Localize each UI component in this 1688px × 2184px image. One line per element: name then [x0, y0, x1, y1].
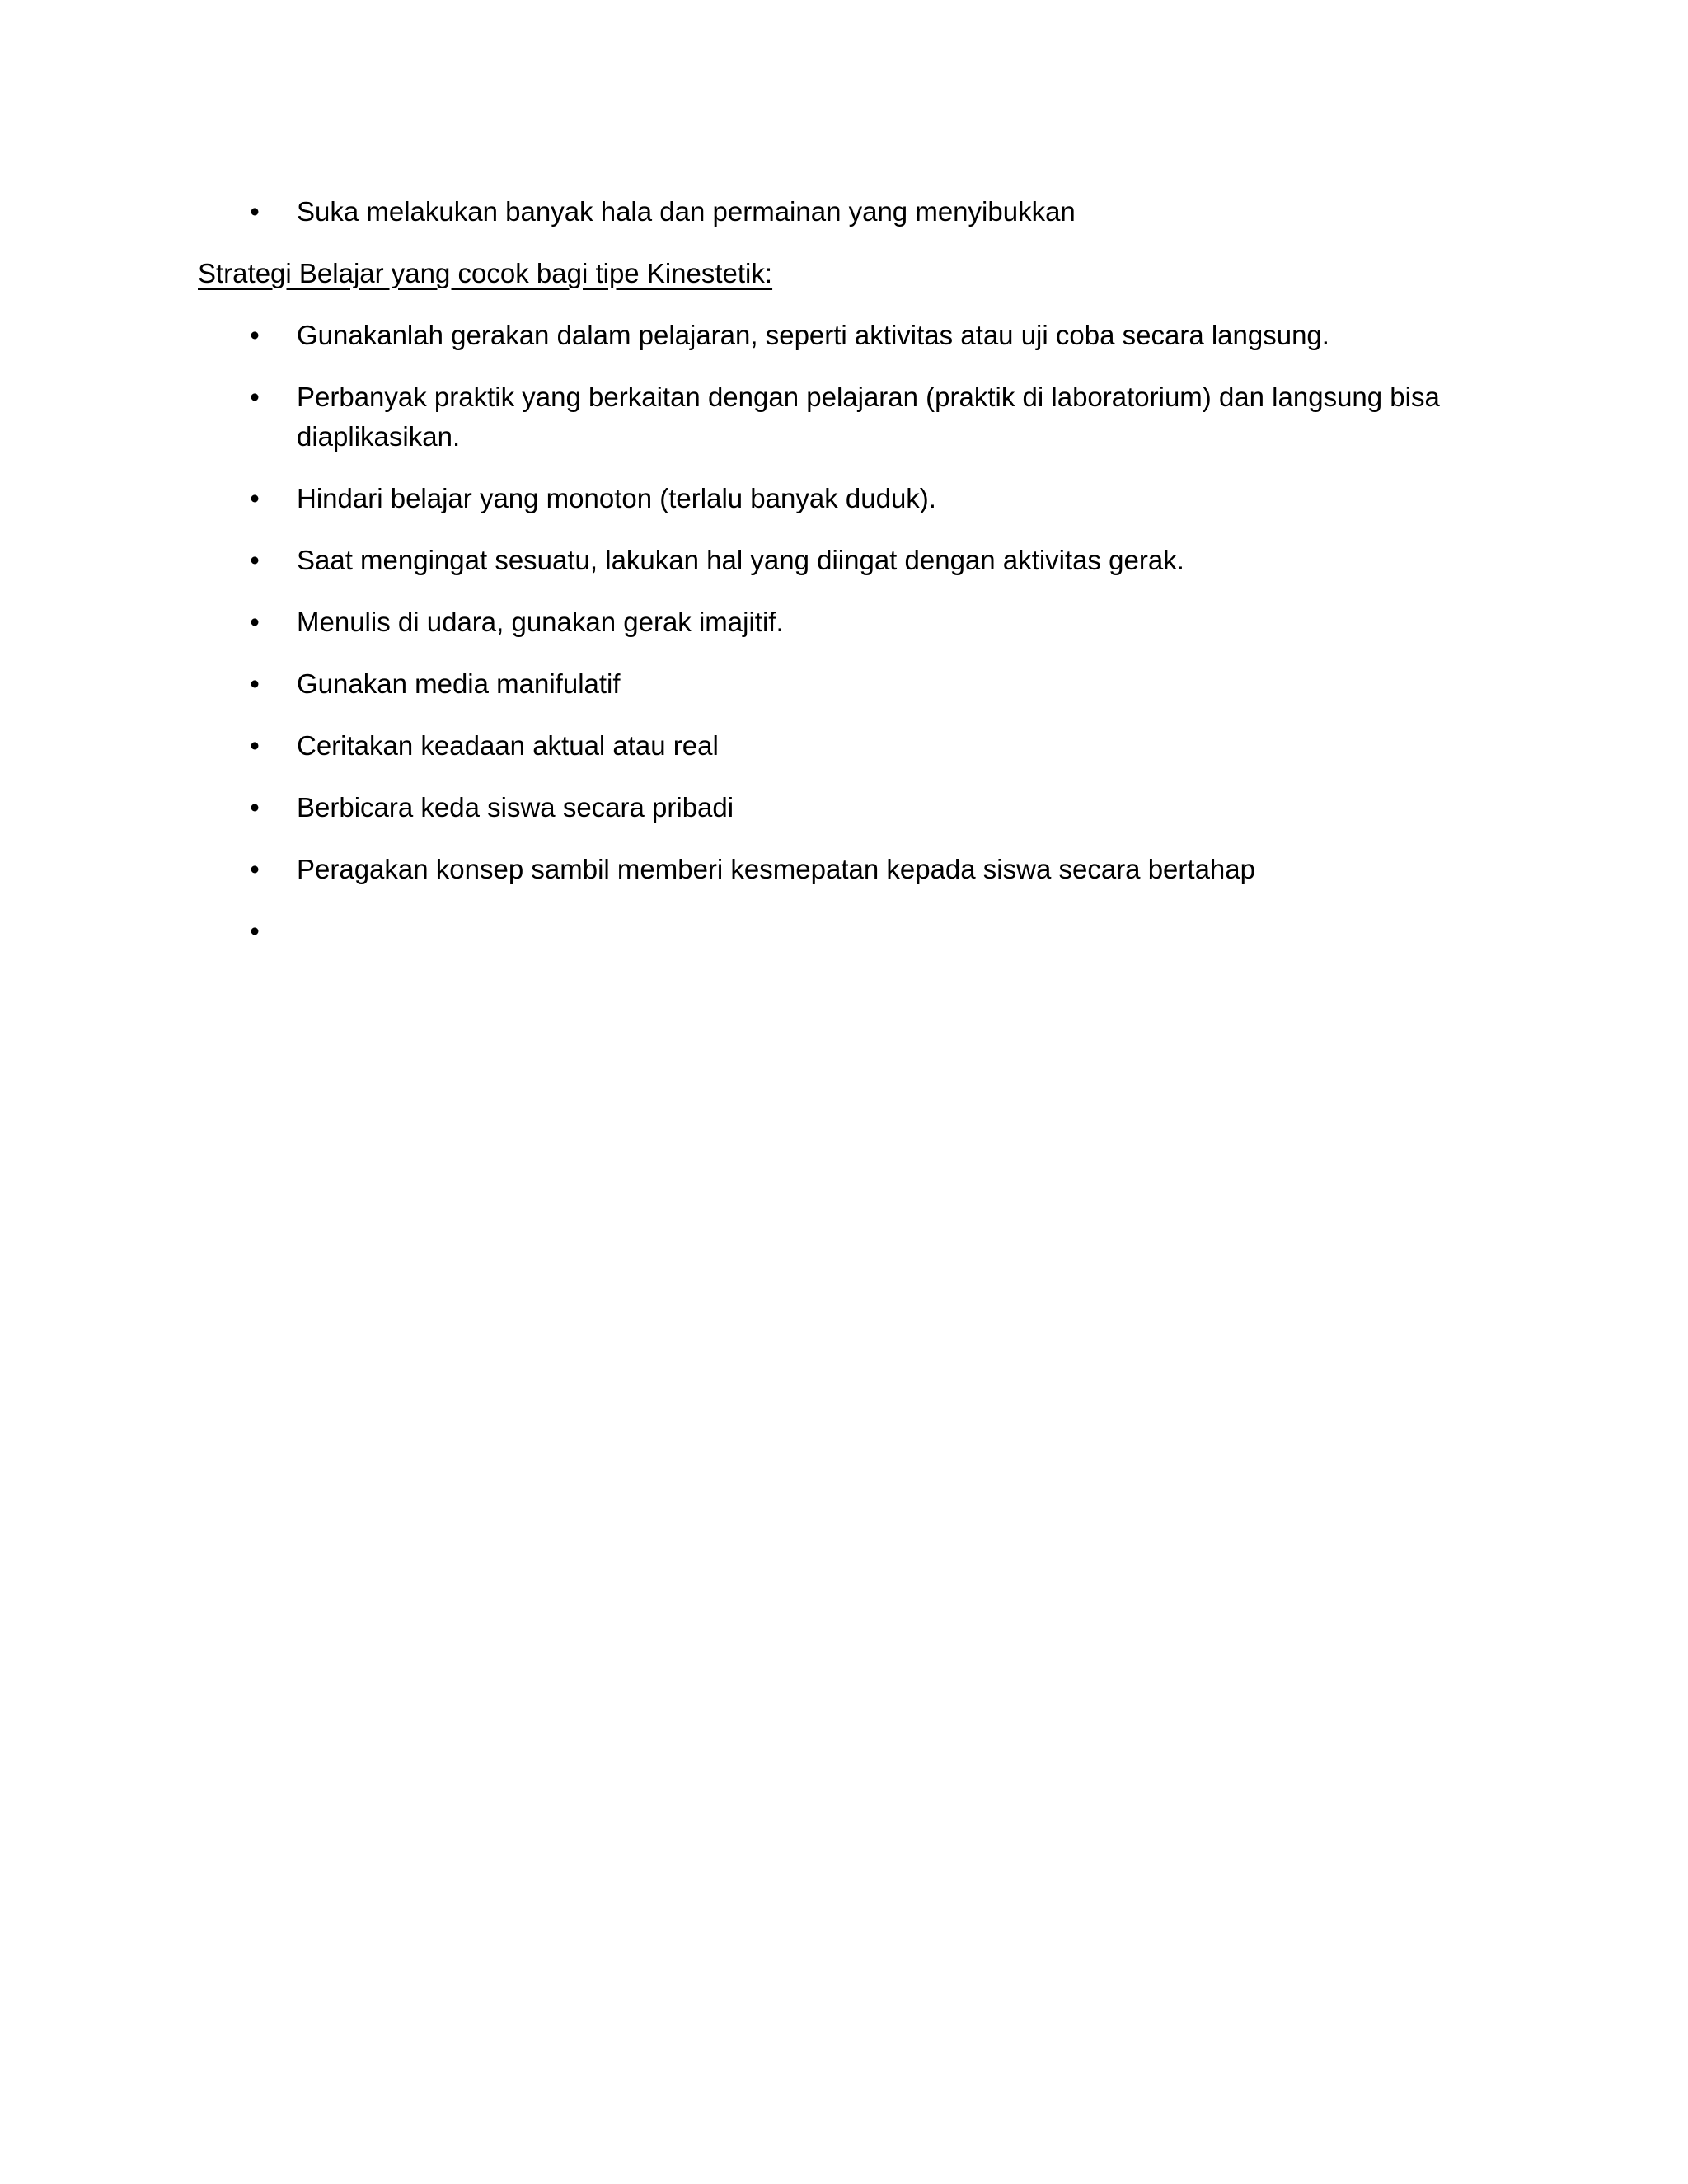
- document-body: [198, 192, 1492, 973]
- list-item: [198, 602, 1492, 642]
- list-item-text: Gunakan media manifulatif: [297, 668, 621, 699]
- list-item: [198, 664, 1492, 704]
- list-item: [198, 726, 1492, 766]
- list-item-text: Peragakan konsep sambil memberi kesmepatan kepada siswa secara bertahap: [297, 854, 1255, 884]
- bullet-icon: •: [250, 545, 260, 575]
- list-item: [198, 788, 1492, 827]
- list-item: [198, 912, 1492, 951]
- list-item: [198, 192, 1492, 232]
- list-item-text: Berbicara keda siswa secara pribadi: [297, 792, 734, 823]
- strategy-bullet-list: [198, 316, 1492, 951]
- list-item: [198, 541, 1492, 580]
- bullet-icon: •: [250, 916, 260, 946]
- list-item-text: Suka melakukan banyak hala dan permainan yang menyibukkan: [297, 196, 1076, 227]
- bullet-icon: •: [250, 668, 260, 699]
- bullet-icon: •: [250, 483, 260, 513]
- list-item: [198, 377, 1492, 457]
- bullet-icon: •: [250, 854, 260, 884]
- list-item-text: Ceritakan keadaan aktual atau real: [297, 730, 719, 761]
- bullet-icon: •: [250, 382, 260, 412]
- bullet-icon: •: [250, 196, 260, 227]
- list-item-text: Perbanyak praktik yang berkaitan dengan pelajaran (praktik di laboratorium) dan langsung bisa diaplikasikan.: [297, 382, 1440, 452]
- list-item: [198, 316, 1492, 355]
- bullet-icon: •: [250, 607, 260, 637]
- list-item: [198, 850, 1492, 889]
- bullet-icon: •: [250, 792, 260, 823]
- list-item-text: Menulis di udara, gunakan gerak imajitif.: [297, 607, 784, 637]
- intro-bullet-list: [198, 192, 1492, 232]
- bullet-icon: •: [250, 730, 260, 761]
- bullet-icon: •: [250, 320, 260, 350]
- list-item-text: Gunakanlah gerakan dalam pelajaran, seperti aktivitas atau uji coba secara langsung.: [297, 320, 1329, 350]
- list-item-text: Hindari belajar yang monoton (terlalu banyak duduk).: [297, 483, 936, 513]
- list-item-text: Saat mengingat sesuatu, lakukan hal yang diingat dengan aktivitas gerak.: [297, 545, 1184, 575]
- list-item: [198, 479, 1492, 518]
- section-heading: Strategi Belajar yang cocok bagi tipe Kinestetik:: [198, 258, 773, 288]
